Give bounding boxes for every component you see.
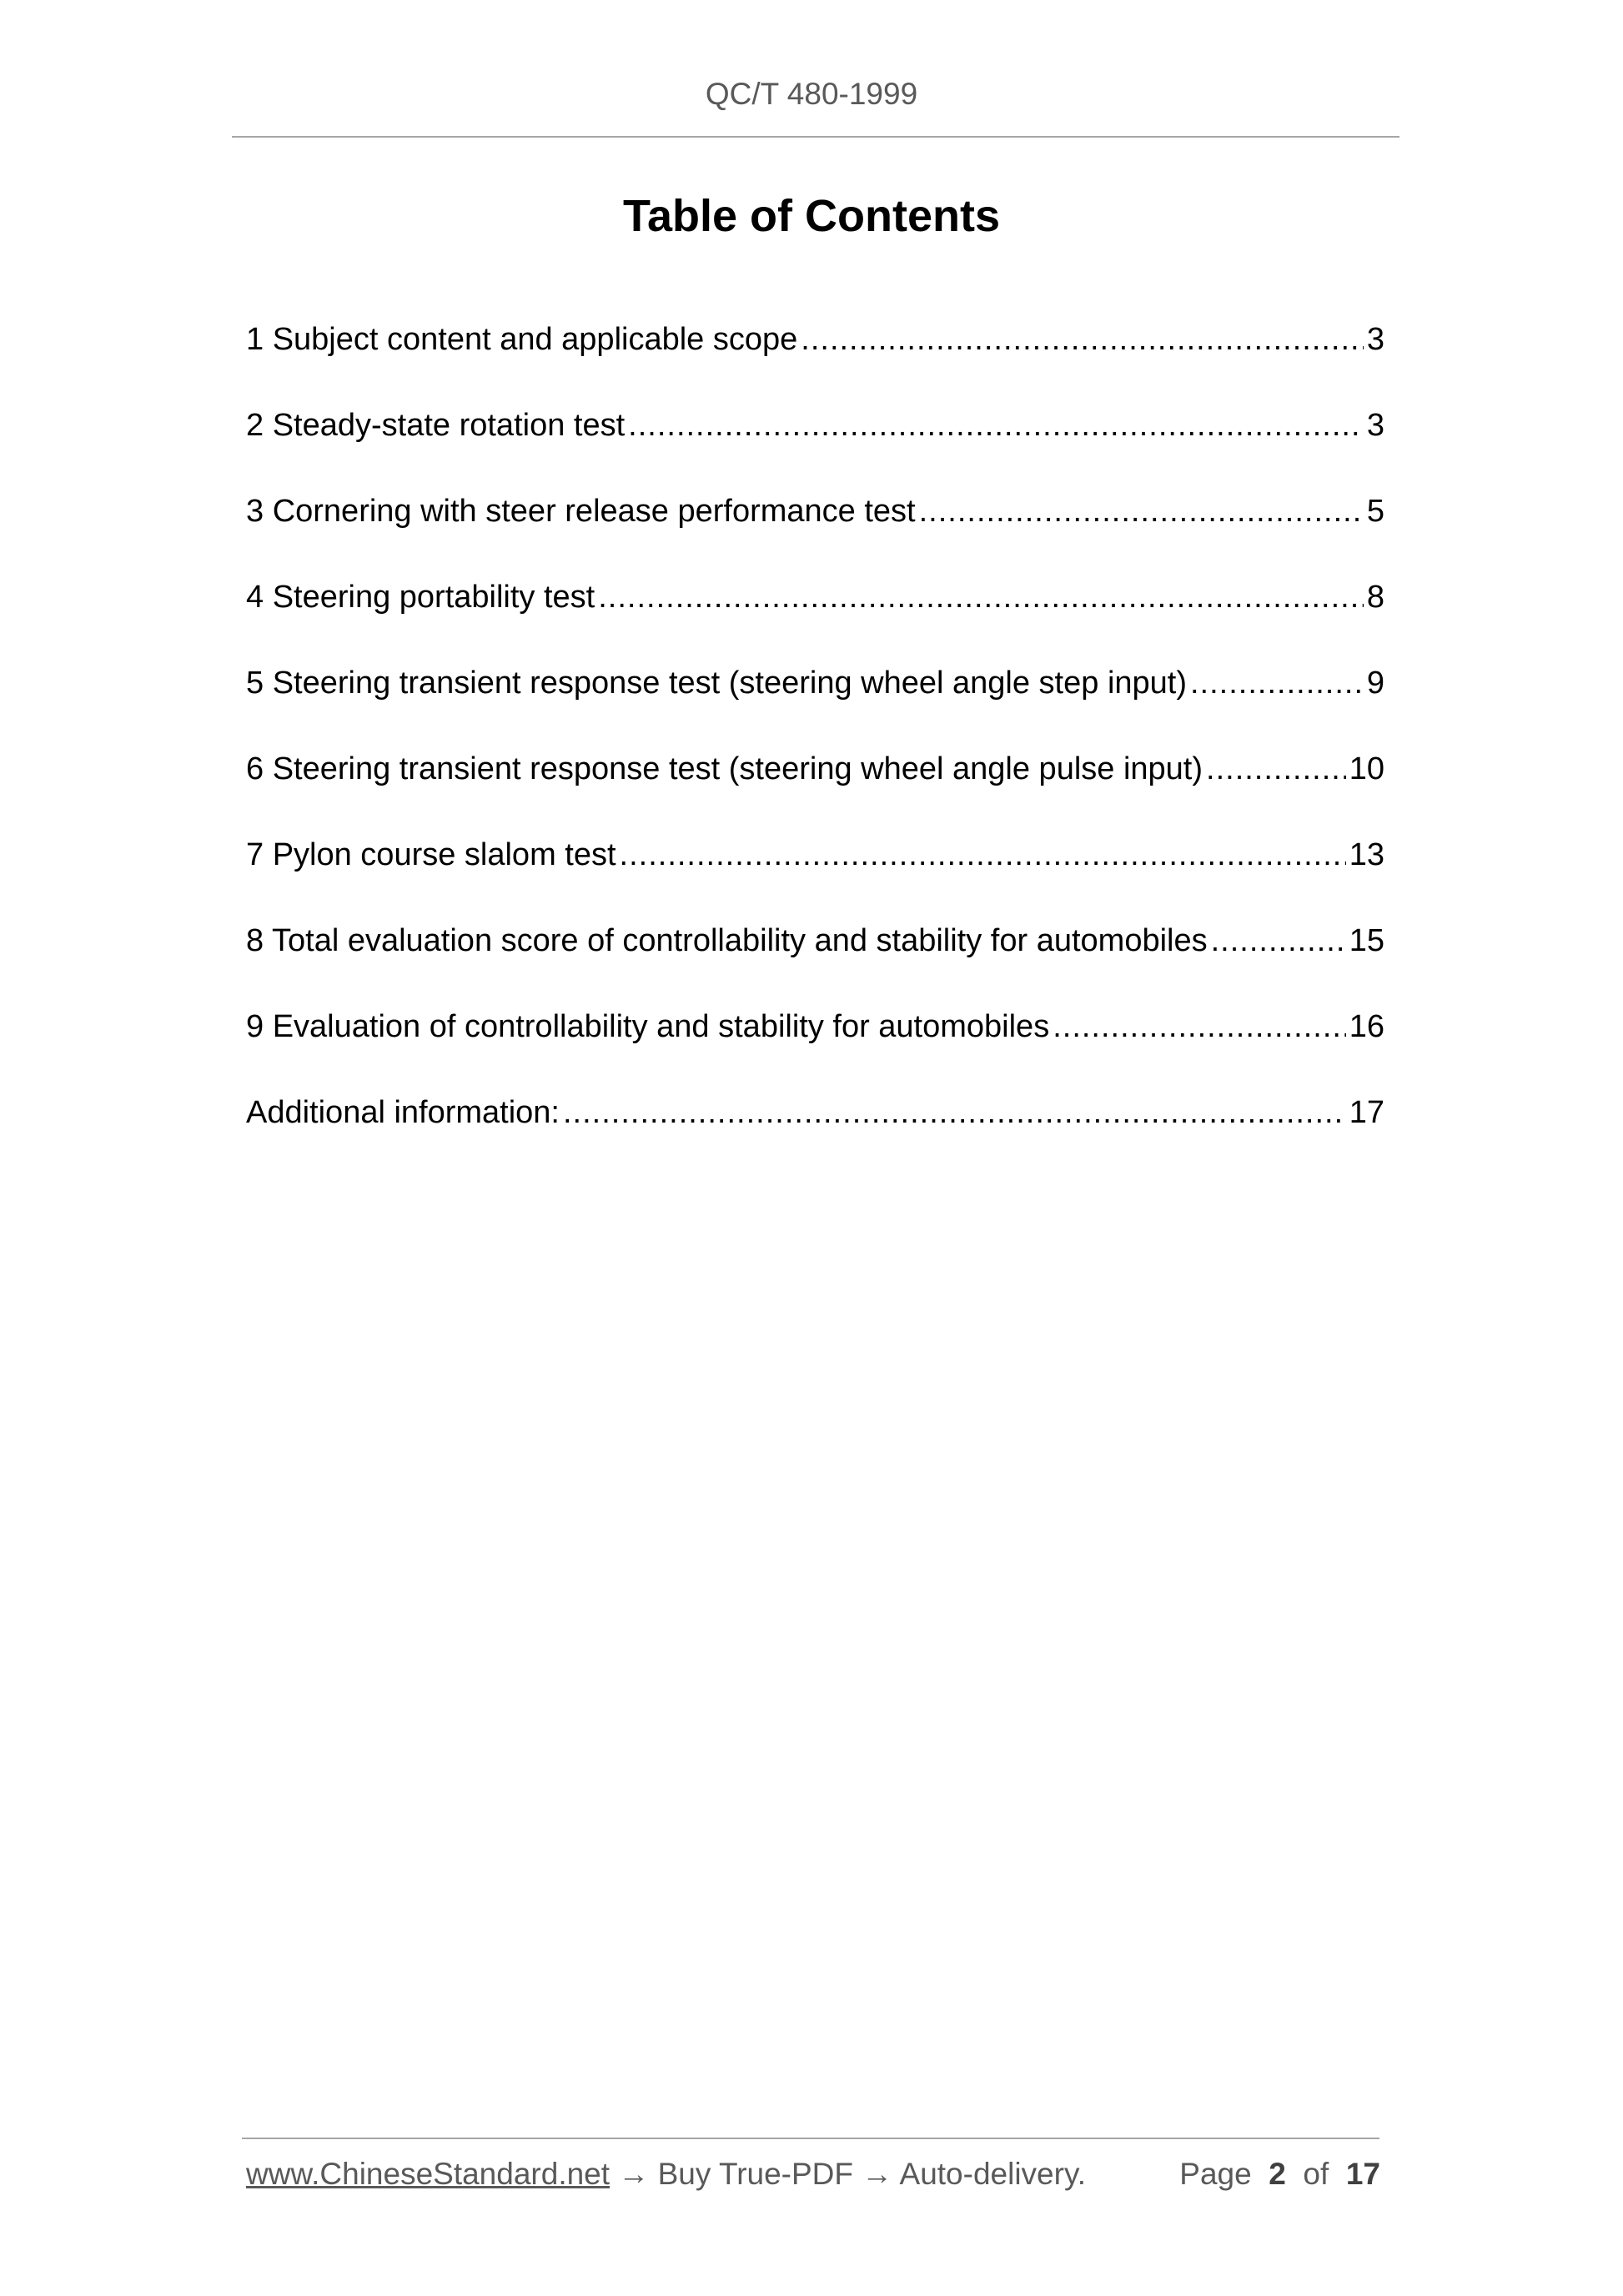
toc-title: Table of Contents <box>623 191 1000 241</box>
toc-entry-text: 6 Steering transient response test (steering wheel angle pulse input) <box>246 751 1203 786</box>
toc-entry-text: 7 Pylon course slalom test <box>246 837 616 872</box>
current-page-number: 2 <box>1269 2157 1286 2191</box>
toc-entry-text: 3 Cornering with steer release performance test <box>246 494 916 529</box>
toc-dot-leader <box>598 576 1364 618</box>
toc-entry-additional-information[interactable] <box>246 1092 1384 1178</box>
document-code-header: QC/T 480-1999 <box>705 77 918 111</box>
toc-entry-page: 15 <box>1349 923 1384 958</box>
footer-divider <box>242 2138 1379 2139</box>
page-label: Page <box>1179 2157 1252 2191</box>
toc-entry-8[interactable] <box>246 920 1384 1006</box>
toc-dot-leader <box>801 319 1364 360</box>
toc-entry-2[interactable] <box>246 404 1384 490</box>
toc-entry-text: 4 Steering portability test <box>246 580 595 615</box>
toc-entry-text: 9 Evaluation of controllability and stability for automobiles <box>246 1009 1050 1044</box>
toc-dot-leader <box>1053 1006 1346 1048</box>
toc-dot-leader <box>1211 920 1346 962</box>
toc-entry-6[interactable] <box>246 748 1384 834</box>
toc-entry-3[interactable] <box>246 490 1384 576</box>
toc-dot-leader <box>919 490 1364 532</box>
toc-entry-text: 1 Subject content and applicable scope <box>246 322 798 357</box>
toc-entry-page: 3 <box>1366 322 1384 357</box>
toc-entry-page: 3 <box>1366 408 1384 443</box>
toc-entry-page: 10 <box>1349 751 1384 786</box>
toc-entry-7[interactable] <box>246 834 1384 920</box>
table-of-contents <box>246 319 1384 1178</box>
page-number-indicator <box>1179 2157 1380 2192</box>
toc-entry-text: 5 Steering transient response test (steering wheel angle step input) <box>246 666 1187 701</box>
website-link[interactable]: www.ChineseStandard.net <box>246 2157 611 2191</box>
page-footer <box>246 2157 1380 2192</box>
toc-entry-text: 8 Total evaluation score of controllability and stability for automobiles <box>246 923 1208 958</box>
toc-dot-leader <box>1190 662 1364 704</box>
of-label: of <box>1303 2157 1329 2191</box>
footer-promo <box>246 2157 1086 2192</box>
toc-entry-text: Additional information: <box>246 1095 560 1130</box>
toc-entry-page: 8 <box>1366 580 1384 615</box>
toc-entry-4[interactable] <box>246 576 1384 662</box>
toc-entry-9[interactable] <box>246 1006 1384 1092</box>
toc-entry-page: 13 <box>1349 837 1384 872</box>
toc-entry-page: 5 <box>1366 494 1384 529</box>
footer-tagline: → Buy True-PDF → Auto-delivery. <box>610 2157 1086 2191</box>
toc-entry-page: 16 <box>1349 1009 1384 1044</box>
header-divider <box>232 136 1399 138</box>
toc-entry-1[interactable] <box>246 319 1384 404</box>
toc-dot-leader <box>1206 748 1346 790</box>
toc-dot-leader <box>563 1092 1346 1133</box>
toc-entry-page: 17 <box>1349 1095 1384 1130</box>
toc-entry-page: 9 <box>1366 666 1384 701</box>
total-pages-number: 17 <box>1345 2157 1380 2191</box>
toc-entry-5[interactable] <box>246 662 1384 748</box>
toc-dot-leader <box>620 834 1346 876</box>
toc-dot-leader <box>628 404 1364 446</box>
toc-entry-text: 2 Steady-state rotation test <box>246 408 626 443</box>
